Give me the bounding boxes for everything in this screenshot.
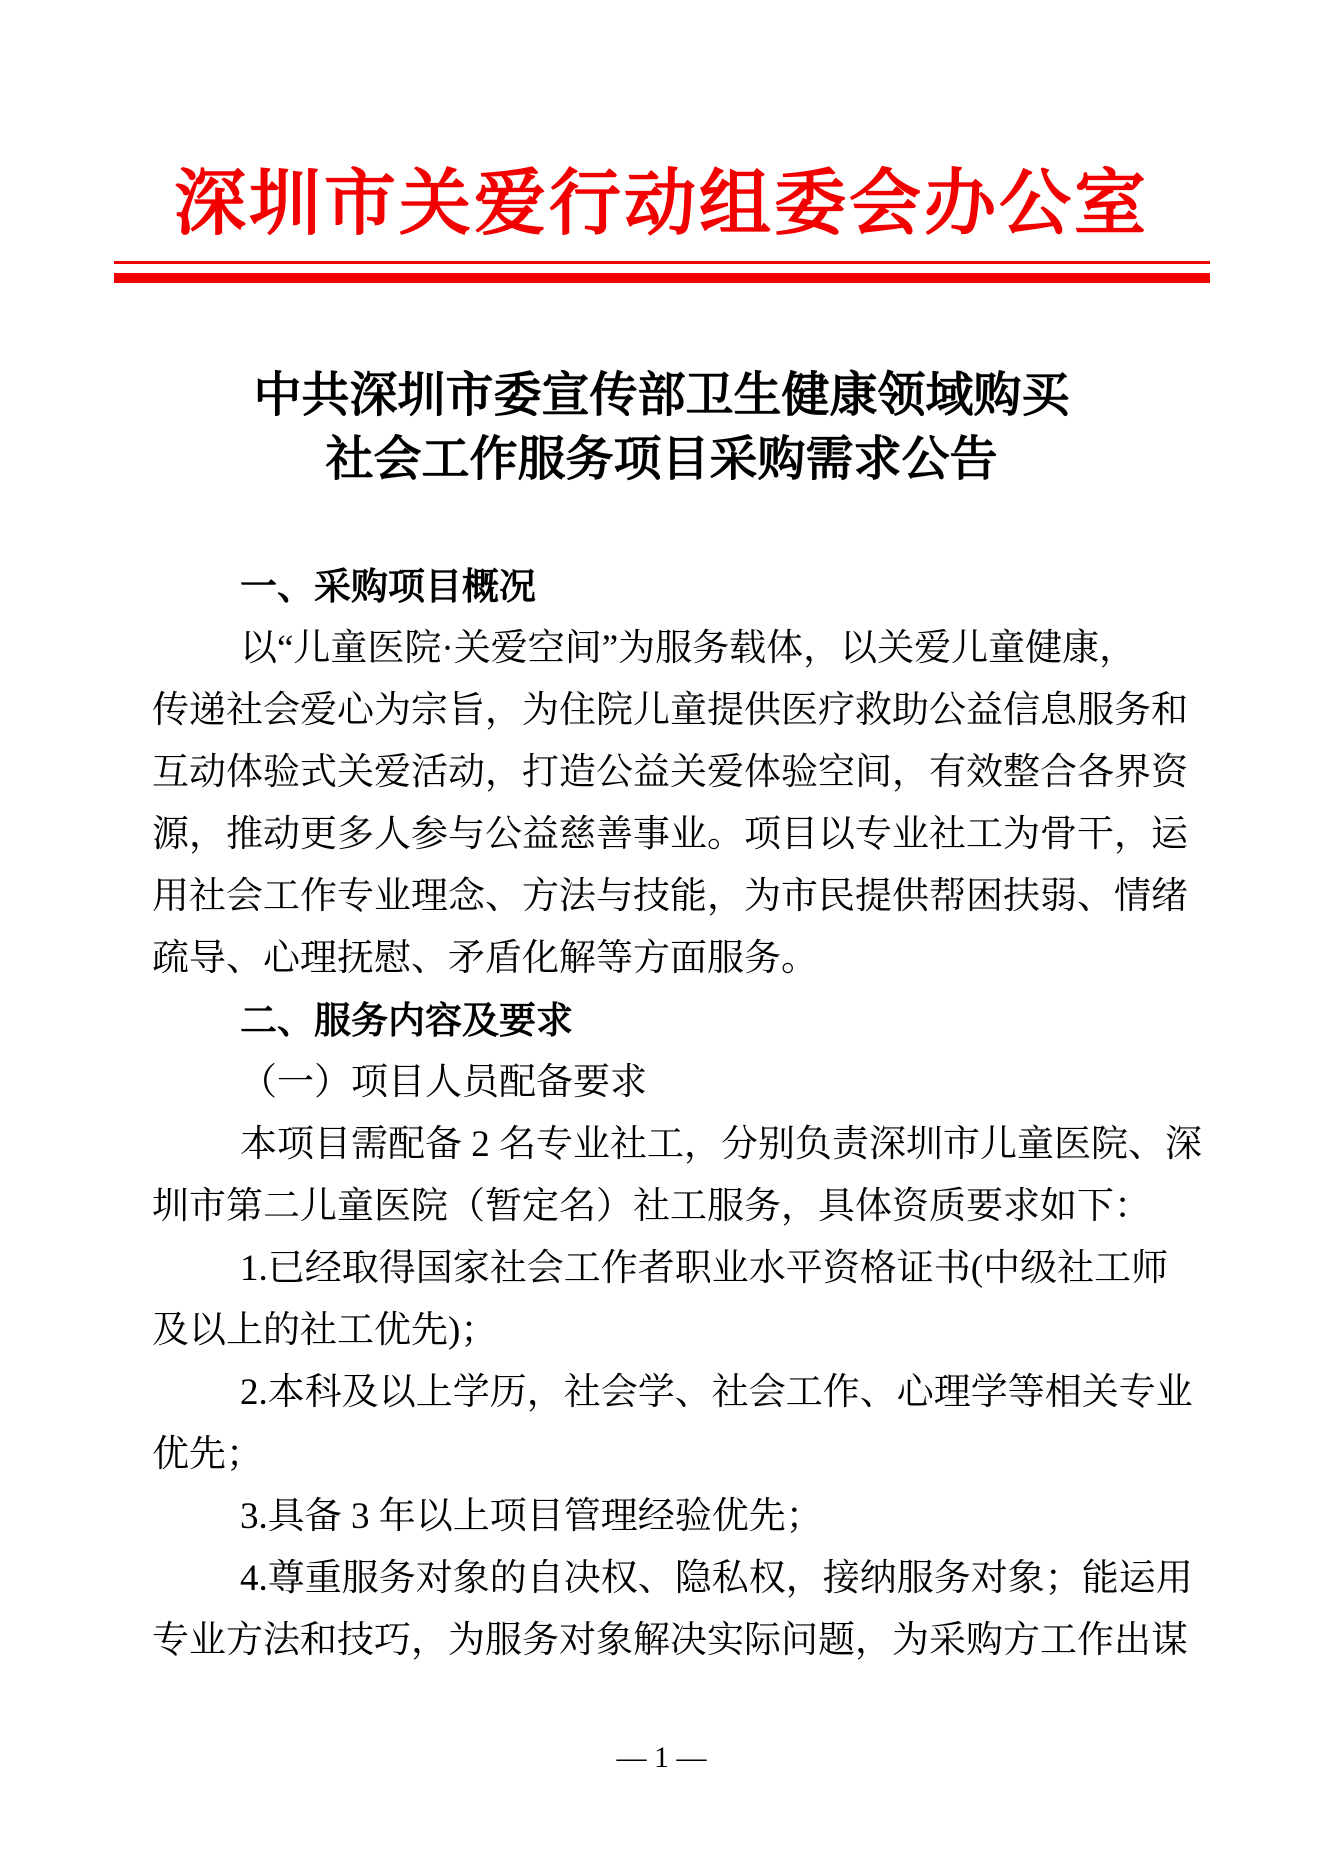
text-line: 疏导、心理抚慰、矛盾化解等方面服务。	[152, 938, 818, 979]
red-separator-thin	[114, 261, 1210, 264]
document-title	[0, 364, 1323, 492]
text-line: 本项目需配备 2 名专业社工，分别负责深圳市儿童医院、深	[240, 1124, 1202, 1165]
text-line: 专业方法和技巧，为服务对象解决实际问题，为采购方工作出谋	[152, 1620, 1188, 1661]
document-body	[152, 556, 1202, 1672]
document-title-line2: 社会工作服务项目采购需求公告	[325, 433, 998, 486]
text-line: （一）项目人员配备要求	[240, 1062, 647, 1103]
document-title-line1: 中共深圳市委宣传部卫生健康领域购买	[253, 369, 1070, 422]
text-line: 优先；	[152, 1434, 263, 1475]
text-line: 源，推动更多人参与公益慈善事业。项目以专业社工为骨干，运	[152, 814, 1188, 855]
text-line: 1.已经取得国家社会工作者职业水平资格证书(中级社工师	[240, 1248, 1169, 1289]
text-line: 圳市第二儿童医院（暂定名）社工服务，具体资质要求如下：	[152, 1186, 1151, 1227]
text-line: 传递社会爱心为宗旨，为住院儿童提供医疗救助公益信息服务和	[152, 690, 1188, 731]
text-line: 二、服务内容及要求	[240, 1000, 573, 1041]
page-number: — 1 —	[616, 1741, 707, 1774]
text-line: 及以上的社工优先)；	[152, 1310, 498, 1351]
text-line: 3.具备 3 年以上项目管理经验优先；	[240, 1496, 823, 1537]
text-line: 互动体验式关爱活动，打造公益关爱体验空间，有效整合各界资	[152, 752, 1188, 793]
text-line: 以“儿童医院·关爱空间”为服务载体，以关爱儿童健康，	[240, 628, 1137, 669]
text-line: 4.尊重服务对象的自决权、隐私权，接纳服务对象；能运用	[240, 1558, 1193, 1599]
masthead-org-name: 深圳市关爱行动组委会办公室	[173, 164, 1149, 244]
text-line: 一、采购项目概况	[240, 566, 536, 607]
text-line: 用社会工作专业理念、方法与技能，为市民提供帮困扶弱、情绪	[152, 876, 1188, 917]
red-separator-thick	[114, 273, 1210, 283]
text-line: 2.本科及以上学历，社会学、社会工作、心理学等相关专业	[240, 1372, 1193, 1413]
